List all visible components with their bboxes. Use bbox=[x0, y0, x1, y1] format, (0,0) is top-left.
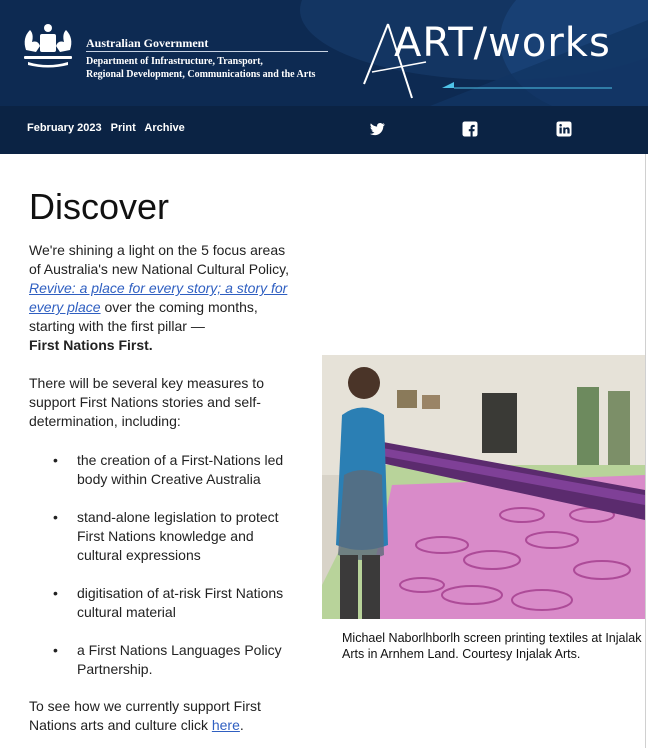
support-here-link[interactable]: here bbox=[211, 717, 240, 733]
header-banner bbox=[0, 0, 648, 106]
artworks-title: ART/works bbox=[394, 20, 611, 66]
intro-text-continued: over the coming months, starting with the first pillar — bbox=[29, 299, 258, 334]
print-link[interactable]: Print bbox=[110, 122, 136, 134]
photo-illustration bbox=[322, 355, 645, 619]
intro-text: We're shining a light on the 5 focus areas of Australia's new National Cultural Policy, bbox=[29, 242, 289, 277]
photo-caption: Michael Naborlhborlh screen printing textiles at Injalak Arts in Arnhem Land. Courtesy Injalak Arts. bbox=[342, 631, 642, 661]
facebook-icon bbox=[461, 120, 479, 138]
list-item: • the creation of a First-Nations led body within Creative Australia bbox=[53, 451, 293, 508]
closing-text: To see how we currently support First Nations arts and culture click bbox=[29, 698, 261, 733]
page-title: Discover bbox=[29, 186, 170, 227]
subnav-bar bbox=[0, 106, 648, 154]
first-nations-first-heading: First Nations First. bbox=[29, 337, 153, 353]
list-item: • stand-alone legislation to protect First Nations knowledge and cultural expressions bbox=[53, 508, 293, 584]
coat-of-arms-icon bbox=[18, 20, 78, 70]
linkedin-icon bbox=[555, 120, 573, 138]
issue-date-link[interactable]: February 2023 bbox=[27, 122, 102, 134]
list-item: • digitisation of at-risk First Nations cultural material bbox=[53, 584, 293, 641]
closing-period: . bbox=[239, 717, 244, 733]
subnav-links bbox=[27, 122, 191, 134]
artworks-logo[interactable] bbox=[362, 14, 632, 100]
department-line-2: Regional Development, Communications and the Arts bbox=[86, 69, 316, 80]
government-name: Australian Government bbox=[86, 36, 209, 50]
closing-paragraph bbox=[29, 697, 299, 735]
header-divider bbox=[86, 51, 328, 52]
twitter-icon bbox=[368, 120, 386, 138]
measures-list bbox=[53, 451, 293, 679]
intro-paragraph bbox=[29, 241, 299, 355]
archive-link[interactable]: Archive bbox=[144, 122, 185, 134]
main-content bbox=[0, 154, 648, 748]
measures-intro-paragraph: There will be several key measures to support First Nations stories and self-determination, including: bbox=[29, 375, 264, 429]
department-name bbox=[86, 55, 336, 81]
list-item: • a First Nations Languages Policy Partnership. bbox=[53, 641, 293, 679]
linkedin-link[interactable] bbox=[555, 120, 573, 138]
screen-printing-photo bbox=[322, 355, 645, 619]
facebook-link[interactable] bbox=[461, 120, 479, 138]
twitter-link[interactable] bbox=[368, 120, 386, 138]
revive-policy-link[interactable]: Revive: a place for every story; a story for every place bbox=[29, 280, 288, 315]
department-line-1: Department of Infrastructure, Transport, bbox=[86, 56, 263, 67]
